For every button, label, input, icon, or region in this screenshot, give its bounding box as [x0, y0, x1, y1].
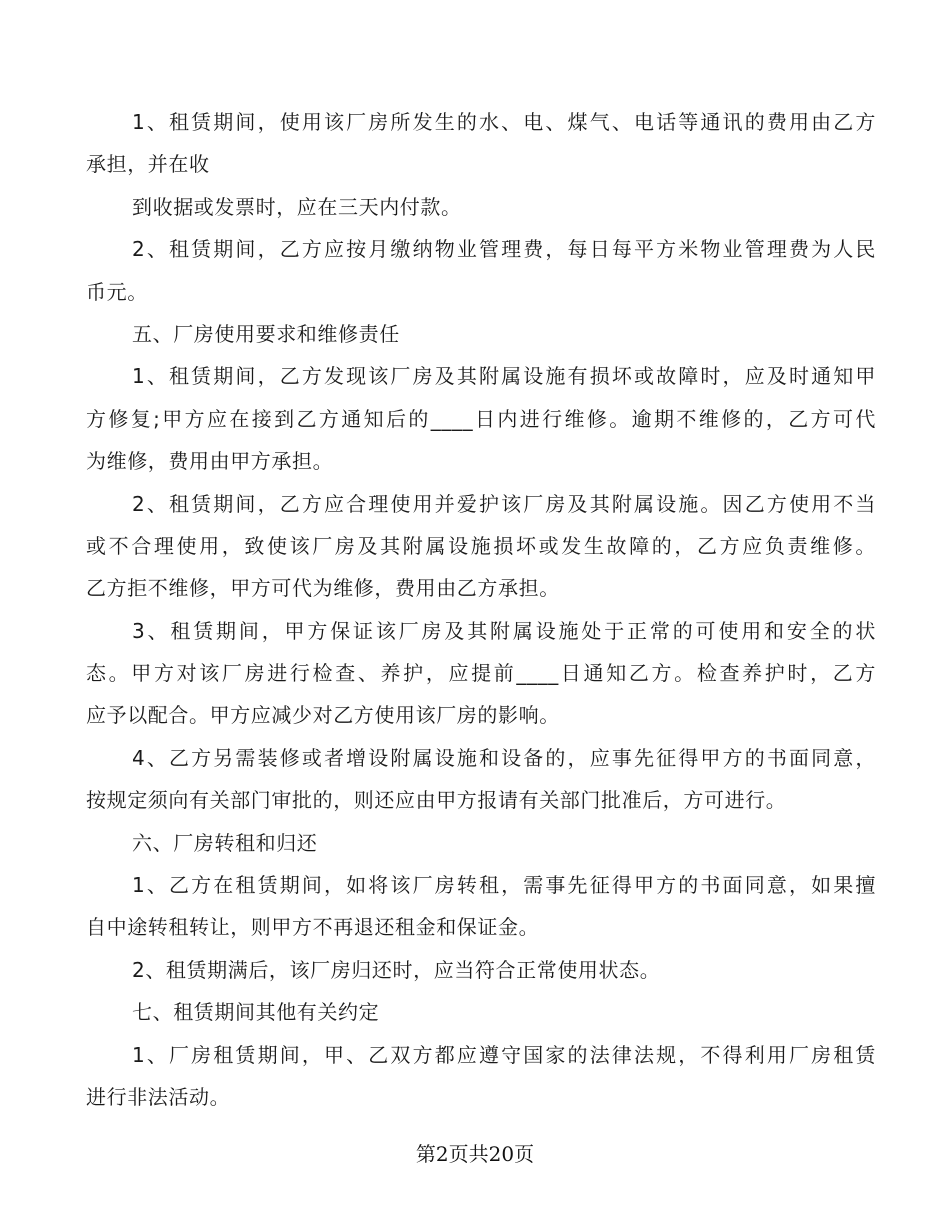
paragraph-line: 应予以配合。甲方应减少对乙方使用该厂房的影响。 [86, 703, 560, 728]
paragraph-line: 2、租赁期间，乙方应按月缴纳物业管理费，每日每平方米物业管理费为人民 [132, 237, 876, 262]
section-heading: 五、厂房使用要求和维修责任 [132, 321, 400, 346]
paragraph-line: 1、租赁期间，使用该厂房所发生的水、电、煤气、电话等通讯的费用由乙方 [132, 110, 876, 134]
paragraph-line: 乙方拒不维修，甲方可代为维修，费用由乙方承担。 [86, 576, 560, 601]
paragraph-line: 到收据或发票时，应在三天内付款。 [132, 194, 462, 219]
section-heading: 六、厂房转租和归还 [132, 830, 318, 855]
paragraph-line: 方修复;甲方应在接到乙方通知后的____日内进行维修。逾期不维修的，乙方可代 [86, 406, 876, 431]
paragraph-line: 按规定须向有关部门审批的，则还应由甲方报请有关部门批准后，方可进行。 [86, 788, 787, 813]
paragraph-line: 进行非法活动。 [86, 1084, 231, 1109]
paragraph-line: 4、乙方另需装修或者增设附属设施和设备的，应事先征得甲方的书面同意， [132, 745, 876, 770]
paragraph-line: 2、租赁期满后，该厂房归还时，应当符合正常使用状态。 [132, 957, 661, 982]
paragraph-line: 态。甲方对该厂房进行检查、养护，应提前____日通知乙方。检查养护时，乙方 [86, 661, 876, 686]
paragraph-line: 1、租赁期间，乙方发现该厂房及其附属设施有损坏或故障时，应及时通知甲 [132, 364, 876, 389]
paragraph-line: 2、租赁期间，乙方应合理使用并爱护该厂房及其附属设施。因乙方使用不当 [132, 491, 876, 516]
paragraph-line: 或不合理使用，致使该厂房及其附属设施损坏或发生故障的，乙方应负责维修。 [86, 533, 876, 558]
paragraph-line: 承担，并在收 [86, 152, 210, 177]
document-body [86, 101, 876, 1118]
paragraph-line: 币元。 [86, 279, 148, 304]
paragraph-line: 1、乙方在租赁期间，如将该厂房转租，需事先征得甲方的书面同意，如果擅 [132, 873, 876, 898]
paragraph-line: 3、租赁期间，甲方保证该厂房及其附属设施处于正常的可使用和安全的状 [132, 618, 876, 643]
page-number: 第2页共20页 [415, 1142, 535, 1166]
paragraph-line: 自中途转租转让，则甲方不再退还租金和保证金。 [86, 915, 540, 940]
paragraph-line: 1、厂房租赁期间，甲、乙双方都应遵守国家的法律法规，不得利用厂房租赁 [132, 1042, 876, 1067]
paragraph-line: 为维修，费用由甲方承担。 [86, 449, 334, 474]
section-heading: 七、租赁期间其他有关约定 [132, 1000, 380, 1025]
